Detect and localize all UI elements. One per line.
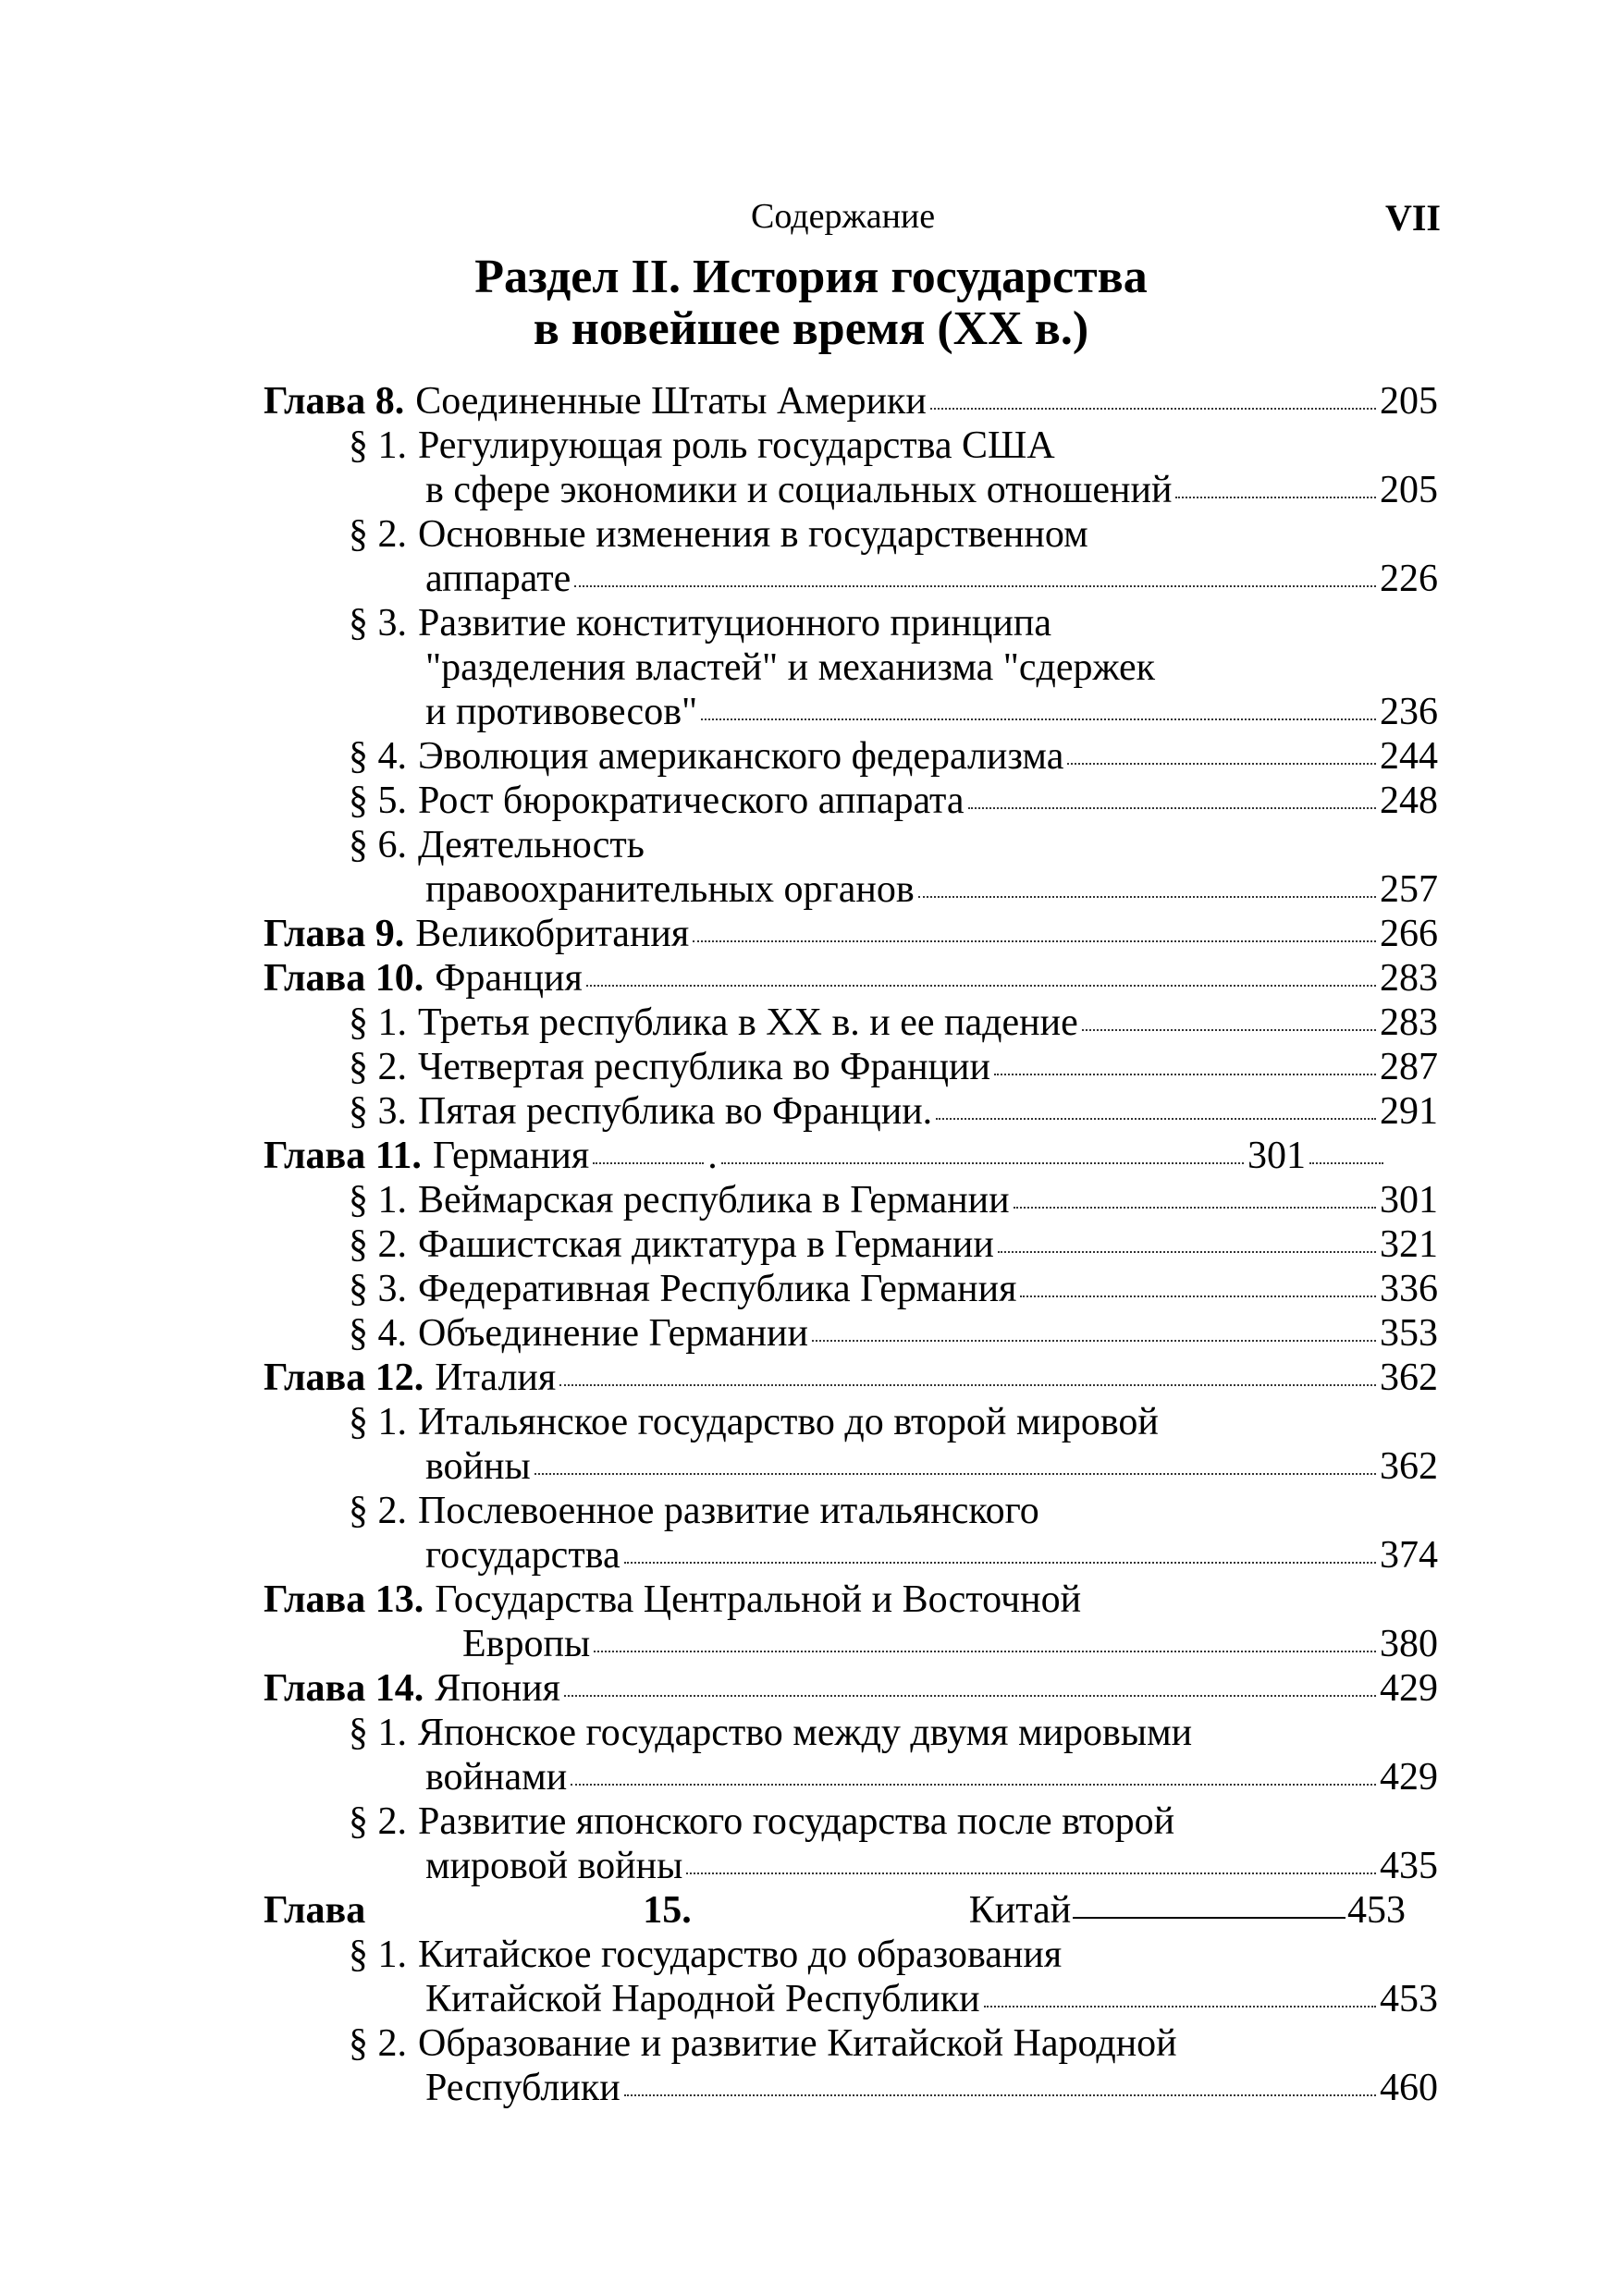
toc-entry-section-14-1[interactable] bbox=[349, 1711, 1192, 1755]
chapter-label: Глава bbox=[264, 1889, 366, 1932]
dot-leader bbox=[1067, 762, 1376, 765]
section-mark: § 3. bbox=[349, 602, 407, 645]
section-title: Фашистская диктатура в Германии bbox=[418, 1223, 994, 1266]
section-title: Образование и развитие Китайской Народной bbox=[418, 2022, 1177, 2065]
dot-leader bbox=[1175, 496, 1376, 498]
section-mark: § 1. bbox=[349, 1001, 407, 1044]
section-title: Регулирующая роль государства США bbox=[418, 424, 1055, 467]
chapter-title: Япония bbox=[435, 1667, 560, 1710]
page-ref: 435 bbox=[1380, 1845, 1438, 1887]
toc-entry-section-8-4[interactable] bbox=[349, 734, 1438, 779]
page-ref: 374 bbox=[1380, 1534, 1438, 1577]
section-mark: § 1. bbox=[349, 1712, 407, 1754]
section-heading-line-2: в новейшее время (XX в.) bbox=[533, 302, 1089, 355]
section-title-cont: правоохранительных органов bbox=[425, 868, 915, 911]
chapter-label: Глава 13. bbox=[264, 1578, 424, 1621]
section-title: Развитие японского государства после второй bbox=[418, 1800, 1175, 1843]
section-title: Японское государство между двумя мировыми bbox=[418, 1712, 1193, 1754]
toc-entry-section-8-6[interactable] bbox=[349, 823, 645, 867]
toc-entry-section-8-2-cont[interactable] bbox=[425, 557, 1438, 601]
section-mark: § 2. bbox=[349, 1800, 407, 1843]
page-ref: 236 bbox=[1380, 691, 1438, 733]
section-title: Пятая республика во Франции. bbox=[418, 1090, 933, 1133]
section-title: Итальянское государство до второй мировой bbox=[418, 1401, 1159, 1443]
toc-entry-section-10-3[interactable] bbox=[349, 1089, 1438, 1134]
section-mark: § 5. bbox=[349, 780, 407, 822]
toc-entry-chapter-14[interactable] bbox=[264, 1666, 1438, 1711]
toc-entry-section-8-6-cont[interactable] bbox=[425, 867, 1438, 912]
chapter-title: Италия bbox=[435, 1357, 557, 1399]
running-title: Содержание bbox=[751, 197, 936, 236]
section-title: Основные изменения в государственном bbox=[418, 513, 1088, 556]
toc-entry-section-8-1-cont[interactable] bbox=[425, 468, 1438, 512]
toc-entry-section-8-3-cont[interactable] bbox=[425, 645, 1155, 690]
dot-leader bbox=[721, 1161, 1244, 1164]
toc-entry-section-15-1[interactable] bbox=[349, 1933, 1062, 1977]
section-title-cont: государства bbox=[425, 1534, 621, 1577]
toc-entry-section-8-3[interactable] bbox=[349, 601, 1051, 645]
section-mark: § 3. bbox=[349, 1090, 407, 1133]
dot-leader bbox=[994, 1073, 1376, 1075]
toc-entry-section-10-1[interactable] bbox=[349, 1001, 1438, 1045]
dot-leader bbox=[1014, 1206, 1376, 1209]
section-title-cont: в сфере экономики и социальных отношений bbox=[425, 469, 1173, 511]
dot-leader bbox=[594, 1650, 1376, 1652]
section-title: Деятельность bbox=[418, 824, 645, 866]
section-title-cont: мировой войны bbox=[425, 1845, 683, 1887]
dot-leader bbox=[930, 407, 1376, 410]
dot-leader bbox=[918, 895, 1376, 898]
toc-entry-chapter-12[interactable] bbox=[264, 1356, 1438, 1400]
chapter-title: Франция bbox=[435, 957, 583, 1000]
chapter-label: Глава 14. bbox=[264, 1667, 424, 1710]
page-ref: 291 bbox=[1380, 1090, 1438, 1133]
section-mark: § 6. bbox=[349, 824, 407, 866]
toc-entry-section-8-5[interactable] bbox=[349, 779, 1438, 823]
chapter-label: Глава 11. bbox=[264, 1135, 422, 1177]
stray-dot: . bbox=[707, 1135, 718, 1177]
chapter-title: Германия bbox=[432, 1135, 590, 1177]
toc-entry-section-15-1-cont[interactable] bbox=[425, 1977, 1438, 2021]
section-mark: § 2. bbox=[349, 513, 407, 556]
page-ref: 453 bbox=[1380, 1978, 1438, 2020]
section-title: Объединение Германии bbox=[418, 1312, 808, 1355]
section-title-cont: "разделения властей" и механизма "сдержек bbox=[425, 646, 1156, 689]
dot-leader bbox=[564, 1694, 1376, 1697]
section-mark: § 2. bbox=[349, 1223, 407, 1266]
page-ref: 362 bbox=[1380, 1357, 1438, 1399]
section-title: Федеративная Республика Германия bbox=[418, 1268, 1017, 1310]
section-title: Развитие конституционного принципа bbox=[418, 602, 1051, 645]
page-ref: 336 bbox=[1380, 1268, 1438, 1310]
toc-entry-section-14-2-cont[interactable] bbox=[425, 1844, 1438, 1888]
section-title: Послевоенное развитие итальянского bbox=[418, 1490, 1039, 1532]
toc-entry-section-14-2[interactable] bbox=[349, 1799, 1174, 1844]
dot-leader bbox=[1020, 1295, 1376, 1297]
section-mark: § 4. bbox=[349, 735, 407, 778]
chapter-title: Государства Центральной и Восточной bbox=[435, 1578, 1082, 1621]
dot-leader bbox=[593, 1161, 704, 1164]
page-ref: 283 bbox=[1380, 1001, 1438, 1044]
section-title-cont: и противовесов" bbox=[425, 691, 698, 733]
dot-leader bbox=[624, 1561, 1376, 1564]
section-title-cont: аппарате bbox=[425, 558, 571, 600]
section-mark: § 2. bbox=[349, 1046, 407, 1088]
page-ref: 380 bbox=[1380, 1623, 1438, 1665]
toc-entry-section-12-2-cont[interactable] bbox=[425, 1533, 1438, 1578]
toc-entry-section-15-2-cont[interactable] bbox=[425, 2066, 1438, 2110]
page-ref: 321 bbox=[1380, 1223, 1438, 1266]
page-ref: 205 bbox=[1380, 469, 1438, 511]
toc-entry-section-10-2[interactable] bbox=[349, 1045, 1438, 1089]
toc-entry-chapter-8[interactable] bbox=[264, 379, 1438, 424]
rule-leader bbox=[1073, 1916, 1346, 1919]
dot-leader bbox=[571, 1783, 1376, 1786]
section-title-cont: войны bbox=[425, 1445, 531, 1488]
page-ref: 429 bbox=[1380, 1667, 1438, 1710]
chapter-label: Глава 8. bbox=[264, 380, 405, 423]
toc-entry-section-11-2[interactable] bbox=[349, 1222, 1438, 1267]
chapter-title: Великобритания bbox=[415, 913, 690, 955]
toc-entry-chapter-9[interactable] bbox=[264, 912, 1438, 956]
toc-entry-section-11-3[interactable] bbox=[349, 1267, 1438, 1311]
section-title: Четвертая республика во Франции bbox=[418, 1046, 990, 1088]
toc-entry-chapter-15[interactable] bbox=[264, 1888, 1406, 1933]
dot-leader bbox=[998, 1250, 1376, 1253]
dot-leader bbox=[624, 2093, 1376, 2096]
chapter-title-cont: Европы bbox=[462, 1623, 591, 1665]
page-ref: 283 bbox=[1380, 957, 1438, 1000]
section-title: Третья республика в XX в. и ее падение bbox=[418, 1001, 1078, 1044]
dot-leader bbox=[812, 1339, 1376, 1342]
page-ref: 205 bbox=[1380, 380, 1438, 423]
page-ref: 453 bbox=[1347, 1889, 1406, 1932]
page-ref: 244 bbox=[1380, 735, 1438, 778]
dot-leader-trailing bbox=[1309, 1161, 1383, 1164]
section-mark: § 1. bbox=[349, 1934, 407, 1976]
toc-entry-section-8-3-cont2[interactable] bbox=[425, 690, 1438, 734]
page-ref: 301 bbox=[1380, 1179, 1438, 1222]
dot-leader bbox=[1082, 1028, 1376, 1031]
chapter-label: Глава 10. bbox=[264, 957, 424, 1000]
section-mark: § 2. bbox=[349, 1490, 407, 1532]
section-title-cont: Республики bbox=[425, 2067, 621, 2109]
toc-entry-section-12-1-cont[interactable] bbox=[425, 1444, 1438, 1489]
section-mark: § 1. bbox=[349, 1179, 407, 1222]
page-ref: 266 bbox=[1380, 913, 1438, 955]
toc-entry-section-8-1[interactable] bbox=[349, 424, 1055, 468]
section-mark: § 4. bbox=[349, 1312, 407, 1355]
chapter-label: Глава 12. bbox=[264, 1357, 424, 1399]
section-mark: § 1. bbox=[349, 1401, 407, 1443]
dot-leader bbox=[936, 1117, 1376, 1120]
dot-leader bbox=[535, 1472, 1376, 1475]
running-head bbox=[0, 196, 1622, 242]
dot-leader bbox=[701, 718, 1376, 720]
section-heading bbox=[0, 252, 1622, 355]
section-title: Веймарская республика в Германии bbox=[418, 1179, 1010, 1222]
toc-entry-section-12-2[interactable] bbox=[349, 1489, 1039, 1533]
dot-leader bbox=[686, 1872, 1376, 1874]
toc-entry-section-11-1[interactable] bbox=[349, 1178, 1438, 1222]
page-ref: 429 bbox=[1380, 1756, 1438, 1799]
section-mark: § 3. bbox=[349, 1268, 407, 1310]
section-title: Китайское государство до образования bbox=[418, 1934, 1063, 1976]
dot-leader bbox=[586, 984, 1376, 987]
toc-entry-section-15-2[interactable] bbox=[349, 2021, 1177, 2066]
toc-entry-section-14-1-cont[interactable] bbox=[425, 1755, 1438, 1799]
section-heading-line-1: Раздел II. История государства bbox=[474, 251, 1148, 303]
page-ref: 226 bbox=[1380, 558, 1438, 600]
toc-entry-section-8-2[interactable] bbox=[349, 512, 1088, 557]
toc-entry-section-12-1[interactable] bbox=[349, 1400, 1159, 1444]
toc-entry-chapter-13-cont[interactable] bbox=[462, 1622, 1438, 1666]
dot-leader bbox=[984, 2005, 1376, 2007]
section-title: Рост бюрократического аппарата bbox=[418, 780, 965, 822]
toc-entry-chapter-11[interactable] bbox=[264, 1134, 1387, 1178]
chapter-label: Глава 9. bbox=[264, 913, 405, 955]
toc-entry-chapter-10[interactable] bbox=[264, 956, 1438, 1001]
page-ref: 301 bbox=[1247, 1135, 1306, 1177]
dot-leader bbox=[693, 939, 1376, 942]
chapter-number: 15. bbox=[643, 1889, 692, 1932]
toc-entry-chapter-13[interactable] bbox=[264, 1578, 1081, 1622]
section-title-cont: войнами bbox=[425, 1756, 568, 1799]
page-ref: 257 bbox=[1380, 868, 1438, 911]
section-mark: § 1. bbox=[349, 424, 407, 467]
page-ref: 460 bbox=[1380, 2067, 1438, 2109]
page-ref: 353 bbox=[1380, 1312, 1438, 1355]
chapter-title: Китай bbox=[968, 1889, 1072, 1932]
page-ref: 287 bbox=[1380, 1046, 1438, 1088]
section-title-cont: Китайской Народной Республики bbox=[425, 1978, 980, 2020]
dot-leader bbox=[559, 1383, 1376, 1386]
section-title: Эволюция американского федерализма bbox=[418, 735, 1064, 778]
section-mark: § 2. bbox=[349, 2022, 407, 2065]
dot-leader bbox=[574, 584, 1376, 587]
page-ref: 362 bbox=[1380, 1445, 1438, 1488]
page-ref: 248 bbox=[1380, 780, 1438, 822]
toc-entry-section-11-4[interactable] bbox=[349, 1311, 1438, 1356]
page-number: VII bbox=[1384, 197, 1441, 239]
dot-leader bbox=[968, 806, 1376, 809]
chapter-title: Соединенные Штаты Америки bbox=[415, 380, 927, 423]
